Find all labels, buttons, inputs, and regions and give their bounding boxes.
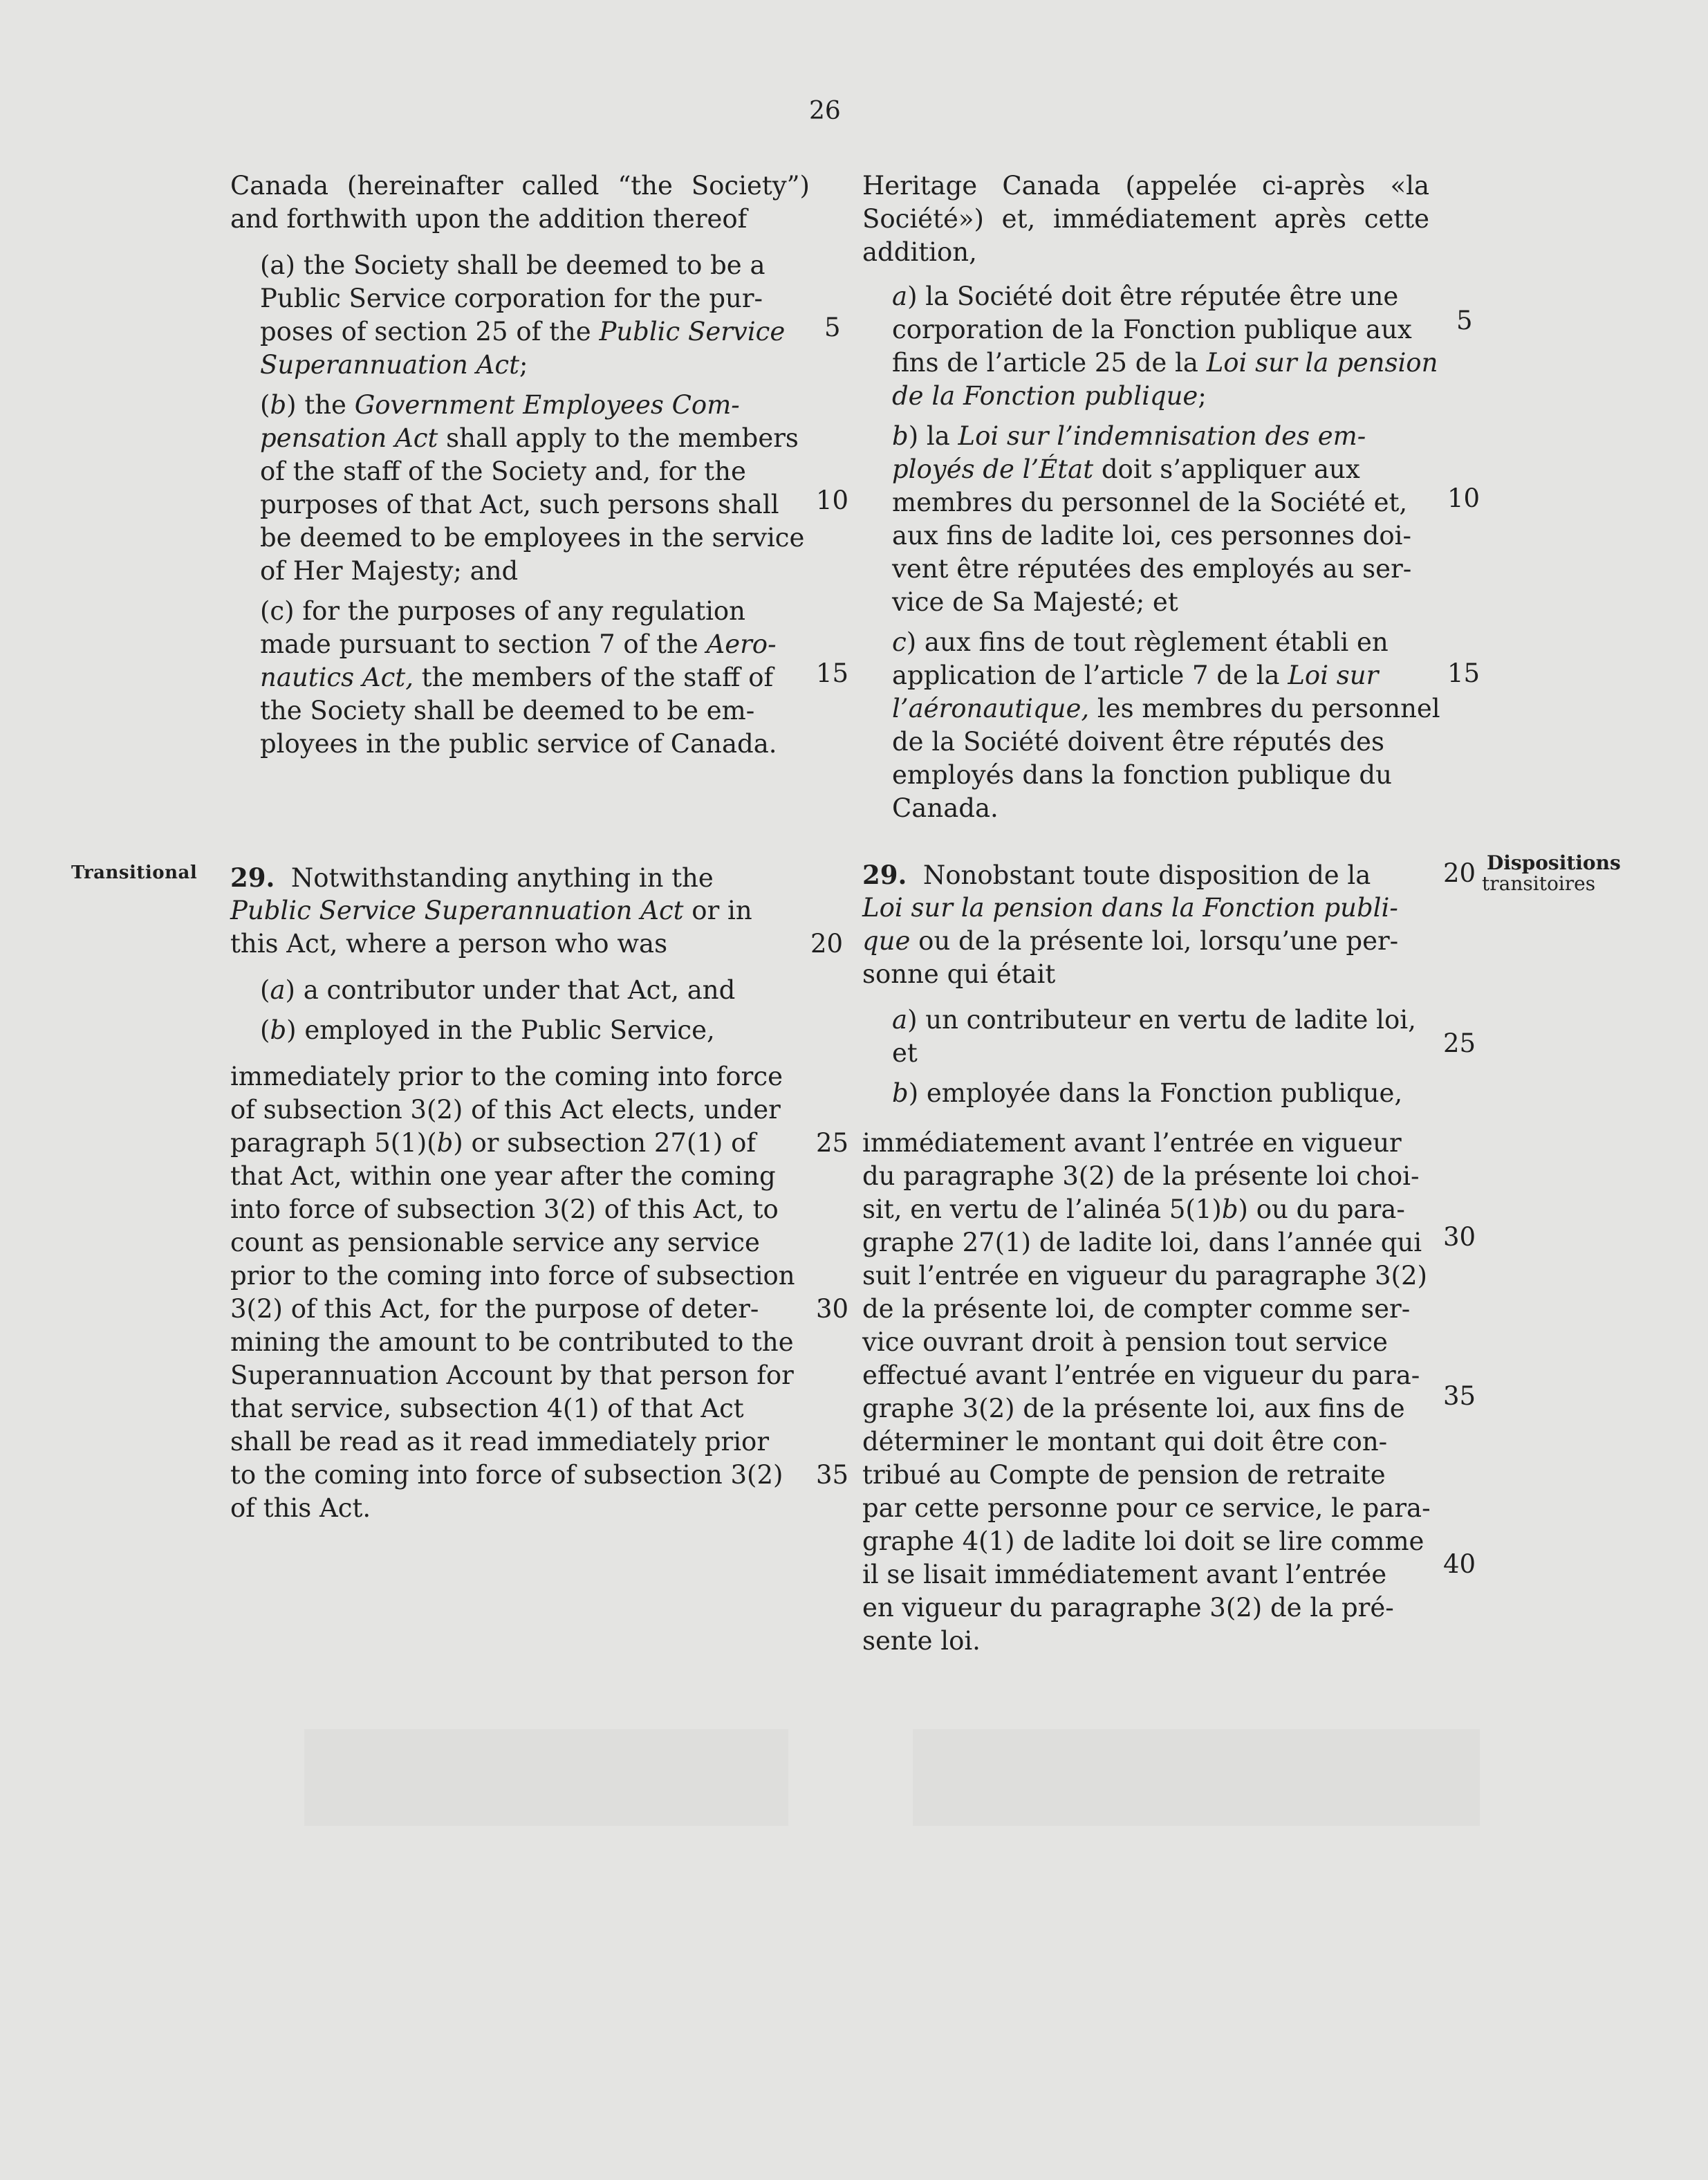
text-line: par cette personne pour ce service, le para- bbox=[862, 1493, 1431, 1523]
line-number: 25 bbox=[816, 1128, 849, 1158]
text-line: déterminer le montant qui doit être con- bbox=[862, 1427, 1388, 1457]
text-line: Loi sur la pension dans la Fonction publi- bbox=[862, 893, 1398, 923]
line-number: 10 bbox=[816, 486, 849, 515]
text-line: into force of subsection 3(2) of this Act, to bbox=[230, 1194, 779, 1224]
line-number: 30 bbox=[816, 1294, 849, 1324]
text-line: Canada. bbox=[892, 793, 999, 823]
bleed-through-shadow bbox=[913, 1729, 1480, 1826]
text-line: que ou de la présente loi, lorsqu’une per- bbox=[862, 926, 1399, 956]
text-line: count as pensionable service any service bbox=[230, 1228, 760, 1257]
english-intro-line: Canada (hereinafter called “the Society”) bbox=[230, 171, 810, 201]
text-line: de la Société doivent être réputés des bbox=[892, 727, 1384, 757]
text-line: Nonobstant toute disposition de la bbox=[922, 860, 1371, 890]
text-line: (b) employed in the Public Service, bbox=[260, 1015, 715, 1045]
text-line: purposes of that Act, such persons shall bbox=[260, 490, 779, 519]
marginal-note-line: transitoires bbox=[1482, 872, 1596, 895]
page-number: 26 bbox=[809, 97, 841, 125]
text-line: 3(2) of this Act, for the purpose of deter- bbox=[230, 1294, 759, 1324]
text-line: of Her Majesty; and bbox=[260, 556, 519, 586]
text-line: sonne qui était bbox=[862, 959, 1056, 989]
text-line: de la Fonction publique; bbox=[892, 381, 1207, 411]
line-number: 20 bbox=[1443, 858, 1476, 888]
text-line: fins de l’article 25 de la Loi sur la pension bbox=[892, 348, 1438, 378]
text-line: immédiatement avant l’entrée en vigueur bbox=[862, 1128, 1402, 1158]
text-line: made pursuant to section 7 of the Aero- bbox=[260, 629, 777, 659]
text-line: mining the amount to be contributed to the bbox=[230, 1327, 794, 1357]
section-number: 29. bbox=[230, 862, 275, 893]
text-line: du paragraphe 3(2) de la présente loi choi- bbox=[862, 1161, 1420, 1191]
text-line: immediately prior to the coming into force bbox=[230, 1062, 783, 1091]
text-line: (b) the Government Employees Com- bbox=[260, 390, 740, 420]
line-number: 40 bbox=[1443, 1549, 1476, 1579]
text-line: et bbox=[892, 1038, 918, 1068]
text-line: de la présente loi, de compter comme ser- bbox=[862, 1294, 1411, 1324]
text-line: Superannuation Act; bbox=[260, 350, 528, 380]
text-line: nautics Act, the members of the staff of bbox=[260, 663, 774, 692]
text-line: corporation de la Fonction publique aux bbox=[892, 315, 1412, 344]
text-line: (a) a contributor under that Act, and bbox=[260, 975, 736, 1005]
text-line: tribué au Compte de pension de retraite bbox=[862, 1460, 1386, 1490]
text-line: Heritage Canada (appelée ci-après «la bbox=[862, 171, 1429, 201]
bleed-through-shadow bbox=[304, 1729, 788, 1826]
text-line: effectué avant l’entrée en vigueur du para- bbox=[862, 1360, 1420, 1390]
text-line: membres du personnel de la Société et, bbox=[892, 488, 1408, 517]
text-line: poses of section 25 of the Public Service bbox=[260, 317, 786, 347]
text-line: Notwithstanding anything in the bbox=[290, 863, 714, 893]
text-line: c) aux fins de tout règlement établi en bbox=[892, 627, 1389, 657]
text-line bbox=[862, 858, 1371, 892]
line-number: 15 bbox=[1447, 658, 1480, 688]
text-line: pensation Act shall apply to the members bbox=[260, 423, 799, 453]
text-line: Société») et, immédiatement après cette bbox=[862, 204, 1429, 234]
text-line: shall be read as it read immediately prior bbox=[230, 1427, 770, 1457]
text-line: b) la Loi sur l’indemnisation des em- bbox=[892, 421, 1366, 451]
text-line: of the staff of the Society and, for the bbox=[260, 456, 746, 486]
text-line: of this Act. bbox=[230, 1493, 371, 1523]
marginal-note-transitional: Transitional bbox=[71, 862, 198, 883]
text-line: addition, bbox=[862, 237, 977, 267]
line-number: 15 bbox=[816, 658, 849, 688]
text-line: paragraph 5(1)(b) or subsection 27(1) of bbox=[230, 1128, 756, 1158]
text-line: vent être réputées des employés au ser- bbox=[892, 554, 1412, 584]
text-line: ployees in the public service of Canada. bbox=[260, 729, 777, 759]
text-line: a) la Société doit être réputée être une bbox=[892, 281, 1399, 311]
text-line: vice de Sa Majesté; et bbox=[892, 587, 1178, 617]
text-line: sente loi. bbox=[862, 1626, 981, 1656]
text-line: the Society shall be deemed to be em- bbox=[260, 696, 755, 726]
english-intro-line: and forthwith upon the addition thereof bbox=[230, 204, 748, 234]
text-line: il se lisait immédiatement avant l’entrée bbox=[862, 1560, 1387, 1589]
text-line: be deemed to be employees in the service bbox=[260, 523, 805, 553]
text-line: prior to the coming into force of subsection bbox=[230, 1261, 795, 1291]
text-line: employés dans la fonction publique du bbox=[892, 760, 1392, 790]
text-line: graphe 27(1) de ladite loi, dans l’année qui bbox=[862, 1228, 1422, 1257]
line-number: 35 bbox=[816, 1460, 849, 1490]
text-line: graphe 4(1) de ladite loi doit se lire comme bbox=[862, 1526, 1424, 1556]
text-line: of subsection 3(2) of this Act elects, under bbox=[230, 1095, 781, 1125]
line-number: 5 bbox=[1456, 306, 1473, 335]
text-line: to the coming into force of subsection 3(2) bbox=[230, 1460, 783, 1490]
text-line: that service, subsection 4(1) of that Act bbox=[230, 1394, 744, 1423]
line-number: 5 bbox=[824, 313, 841, 342]
text-line: Public Service Superannuation Act or in bbox=[230, 896, 752, 925]
text-line: aux fins de ladite loi, ces personnes doi- bbox=[892, 521, 1412, 551]
text-line: suit l’entrée en vigueur du paragraphe 3(2) bbox=[862, 1261, 1427, 1291]
line-number: 35 bbox=[1443, 1381, 1476, 1411]
text-line: Public Service corporation for the pur- bbox=[260, 284, 763, 313]
text-line: a) un contributeur en vertu de ladite loi, bbox=[892, 1005, 1416, 1035]
text-line: sit, en vertu de l’alinéa 5(1)b) ou du para- bbox=[862, 1194, 1405, 1224]
text-line: en vigueur du paragraphe 3(2) de la pré- bbox=[862, 1593, 1394, 1623]
text-line: vice ouvrant droit à pension tout service bbox=[862, 1327, 1388, 1357]
line-number: 25 bbox=[1443, 1028, 1476, 1058]
text-line: l’aéronautique, les membres du personnel bbox=[892, 694, 1440, 723]
line-number: 10 bbox=[1447, 483, 1480, 513]
text-line: Superannuation Account by that person for bbox=[230, 1360, 794, 1390]
line-number: 30 bbox=[1443, 1222, 1476, 1252]
line-number: 20 bbox=[810, 929, 844, 959]
text-line: (c) for the purposes of any regulation bbox=[260, 596, 746, 626]
text-line: application de l’article 7 de la Loi sur bbox=[892, 661, 1379, 690]
marginal-note-line: Dispositions bbox=[1487, 851, 1621, 874]
text-line: b) employée dans la Fonction publique, bbox=[892, 1078, 1403, 1108]
text-line: that Act, within one year after the coming bbox=[230, 1161, 776, 1191]
text-line: graphe 3(2) de la présente loi, aux fins de bbox=[862, 1394, 1405, 1423]
text-line: (a) the Society shall be deemed to be a bbox=[260, 250, 765, 280]
text-line: this Act, where a person who was bbox=[230, 929, 668, 959]
text-line bbox=[230, 861, 714, 895]
section-number: 29. bbox=[862, 860, 907, 890]
text-line: ployés de l’État doit s’appliquer aux bbox=[892, 454, 1360, 484]
